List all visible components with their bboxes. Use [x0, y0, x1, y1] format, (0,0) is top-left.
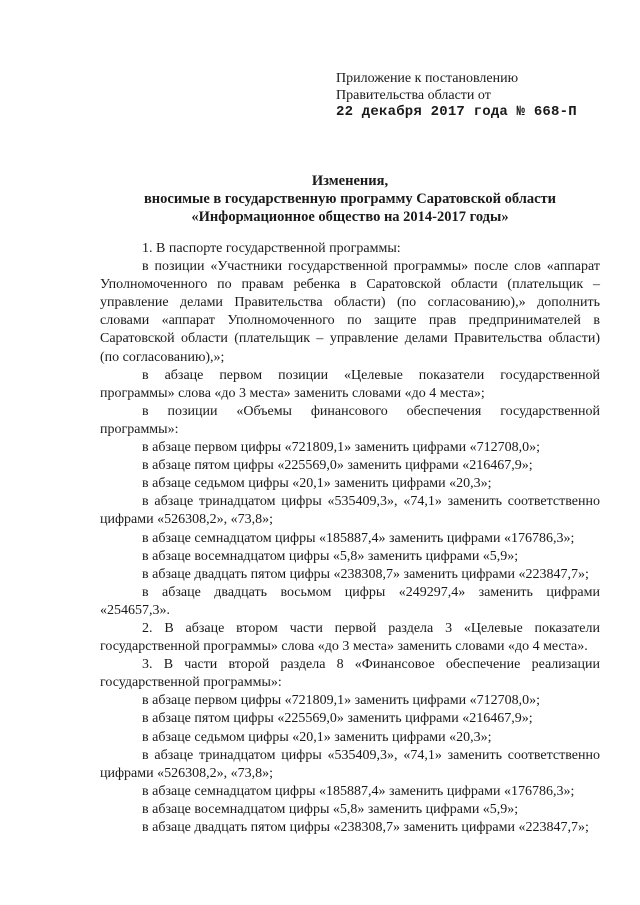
paragraph: в позиции «Участники государственной программы» после слов «аппарат Уполномоченного по правам ребенка в Саратовской области (плательщик – управление делами Правительства области) (по согласованию),» дополнить словами «аппарат Уполномоченного по защите прав предпринимателей в Саратовской области (плательщик – управление делами Правительства области) (по согласованию),»; — [100, 259, 600, 365]
paragraph: в абзаце тринадцатом цифры «535409,3», «74,1» заменить соответственно цифрами «526308,2», «73,8»; — [100, 747, 600, 781]
paragraph: в абзаце восемнадцатом цифры «5,8» заменить цифрами «5,9»; — [142, 548, 519, 564]
paragraph: в абзаце седьмом цифры «20,1» заменить цифрами «20,3»; — [142, 476, 492, 492]
paragraph: в абзаце тринадцатом цифры «535409,3», «74,1» заменить соответственно цифрами «526308,2», «73,8»; — [100, 494, 600, 528]
paragraph: в абзаце двадцать восьмом цифры «249297,4» заменить цифрами «254657,3». — [100, 584, 600, 618]
appendix-block — [336, 70, 626, 121]
paragraph: в абзаце двадцать пятом цифры «238308,7» заменить цифрами «223847,7»; — [142, 566, 589, 582]
paragraph: в абзаце первом позиции «Целевые показатели государственной программы» слова «до 3 места» заменить словами «до 4 места»; — [100, 367, 600, 401]
paragraph: в абзаце пятом цифры «225569,0» заменить цифрами «216467,9»; — [142, 711, 533, 727]
heading-line-3: «Информационное общество на 2014-2017 годы» — [191, 209, 509, 225]
paragraph: 2. В абзаце втором части первой раздела 3 «Целевые показатели государственной программы» слова «до 3 места» заменить словами «до 4 места». — [100, 620, 600, 655]
paragraph: 1. В паспорте государственной программы: — [142, 241, 401, 256]
appendix-line-1: Приложение к постановлению — [336, 71, 519, 86]
heading-line-1: Изменения, — [311, 173, 389, 189]
paragraph: в позиции «Объемы финансового обеспечения государственной программы»: — [100, 403, 600, 437]
paragraph: в абзаце семнадцатом цифры «185887,4» заменить цифрами «176786,3»; — [142, 783, 575, 799]
paragraph: 3. В части второй раздела 8 «Финансовое обеспечение реализации государственной программы»: — [100, 657, 600, 691]
paragraph: в абзаце двадцать пятом цифры «238308,7» заменить цифрами «223847,7»; — [142, 820, 589, 835]
paragraph: в абзаце первом цифры «721809,1» заменить цифрами «712708,0»; — [142, 693, 540, 709]
paragraph: в абзаце седьмом цифры «20,1» заменить цифрами «20,3»; — [142, 729, 492, 745]
appendix-date-stamp: 22 декабря 2017 года № 668-П — [336, 104, 577, 120]
paragraph: в абзаце восемнадцатом цифры «5,8» заменить цифрами «5,9»; — [142, 801, 519, 817]
document-heading — [100, 172, 600, 226]
paragraph: в абзаце пятом цифры «225569,0» заменить цифрами «216467,9»; — [142, 458, 533, 474]
appendix-line-2: Правительства области от — [336, 88, 491, 103]
paragraph: в абзаце первом цифры «721809,1» заменить цифрами «712708,0»; — [142, 440, 540, 456]
paragraph: в абзаце семнадцатом цифры «185887,4» заменить цифрами «176786,3»; — [142, 530, 575, 546]
heading-line-2: вносимые в государственную программу Саратовской области — [143, 191, 557, 207]
document-body — [100, 240, 600, 837]
